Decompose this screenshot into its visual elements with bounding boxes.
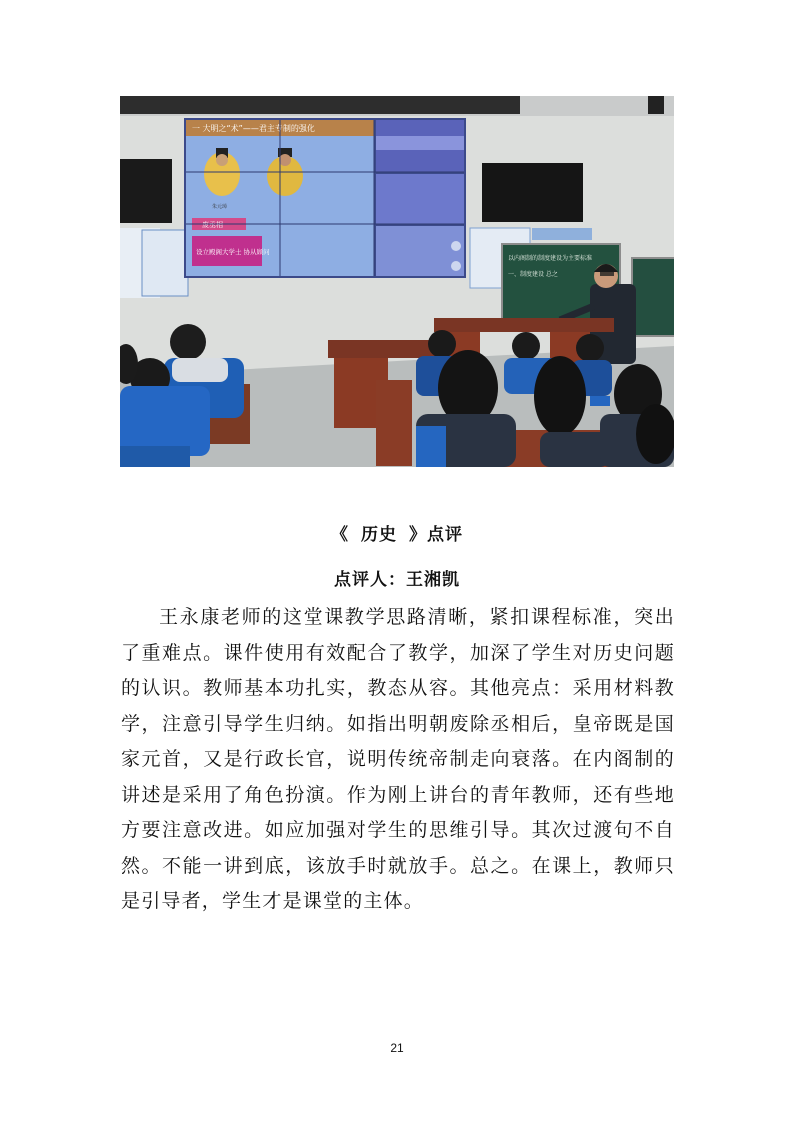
right-tv (482, 163, 583, 222)
review-title (0, 520, 794, 545)
reviewer-line: 点评人：王湘凯 (334, 570, 460, 590)
title-close: 》点评 (409, 525, 463, 545)
svg-text:一、制度建设 总之: 一、制度建设 总之 (508, 271, 558, 278)
page-number: 21 (390, 1041, 404, 1055)
review-body (121, 600, 675, 920)
svg-text:设立殿阁大学士 协从顾问: 设立殿阁大学士 协从顾问 (196, 248, 270, 256)
classroom-photo (120, 96, 674, 467)
svg-text:废丞相: 废丞相 (202, 221, 223, 229)
svg-text:朱元璋: 朱元璋 (212, 204, 228, 210)
left-tv (120, 159, 172, 223)
review-paragraph: 王永康老师的这堂课教学思路清晰，紧扣课程标准，突出了重难点。课件使用有效配合了教学，加深了学生对历史问题的认识。教师基本功扎实，教态从容。其他亮点：采用材料教学，注意引导学生归纳。如指出明朝废除丞相后，皇帝既是国家元首，又是行政长官，说明传统帝制走向衰落。在内阁制的讲述是采用了角色扮演。作为刚上讲台的青年教师，还有些地方要注意改进。如应加强对学生的思维引导。其次过渡句不自然。不能一讲到底，该放手时就放手。总之。在课上，教师只是引导者，学生才是课堂的主体。 (121, 606, 675, 912)
video-wall (184, 118, 466, 278)
svg-text:一 大明之“术”——君主专制的强化: 一 大明之“术”——君主专制的强化 (192, 124, 315, 133)
svg-text:以内阁制的制度建设为主要标准: 以内阁制的制度建设为主要标准 (508, 255, 593, 262)
title-open-bracket: 《 (331, 525, 349, 545)
title-subject: 历史 (361, 525, 397, 545)
